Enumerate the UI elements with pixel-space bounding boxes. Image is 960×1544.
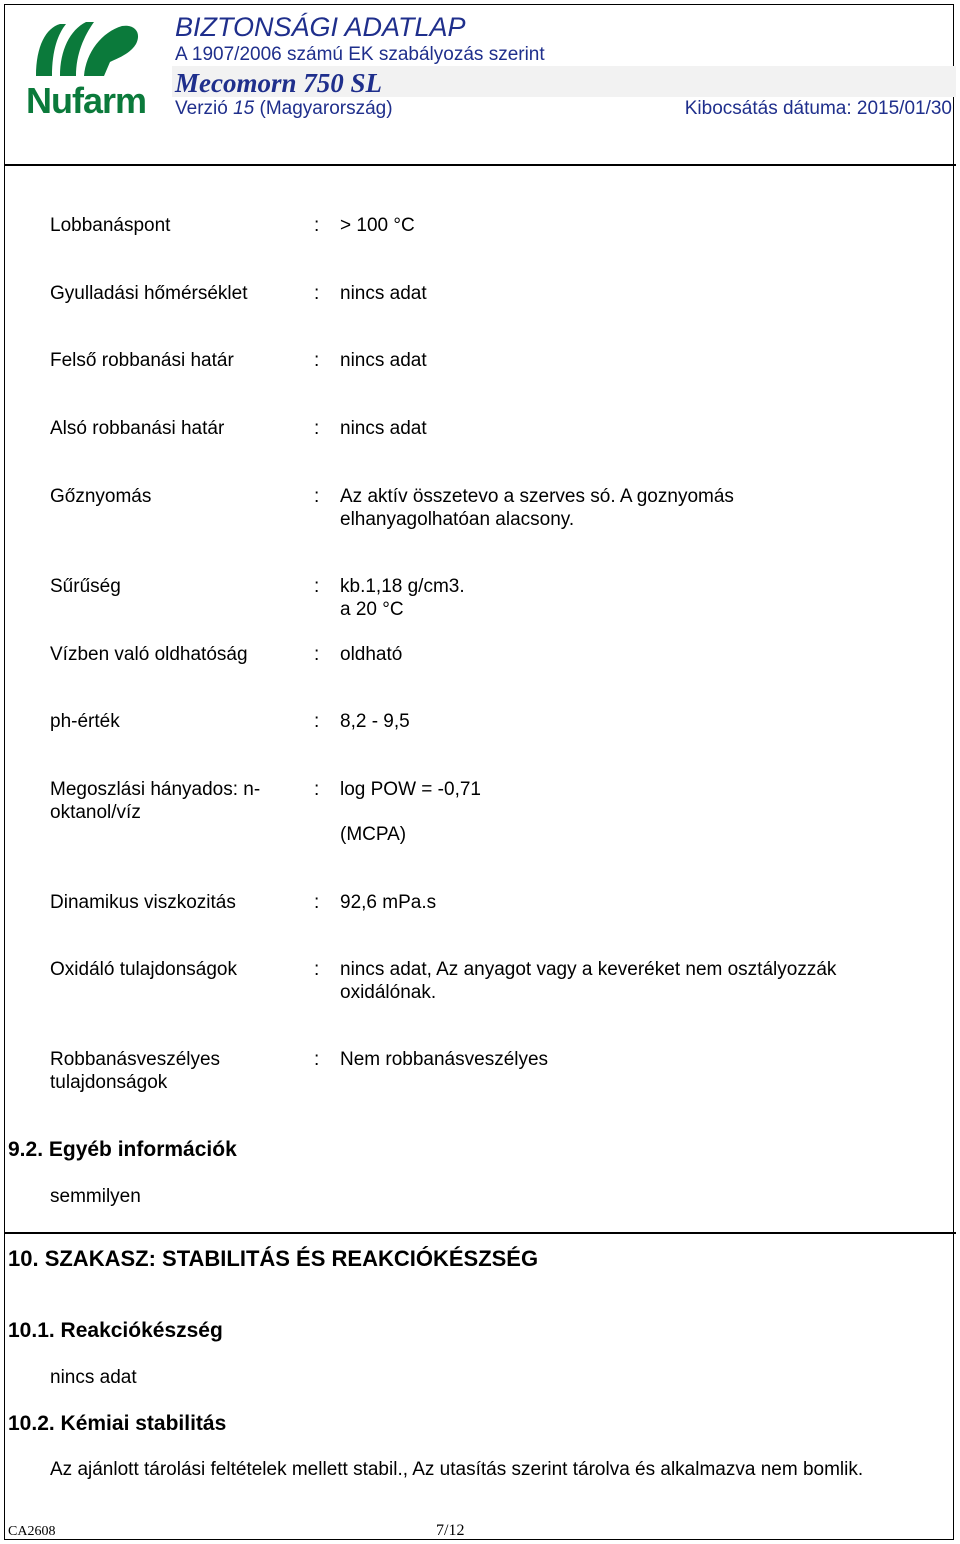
property-label-line: Robbanásveszélyes (50, 1049, 221, 1070)
property-value-line: Az aktív összetevo a szerves só. A goznyomás (340, 486, 734, 507)
property-value (340, 958, 920, 1004)
property-colon: : (314, 350, 320, 371)
property-value: > 100 °C (340, 215, 415, 236)
property-value-line: oxidálónak. (340, 982, 437, 1003)
page-number: 7/12 (436, 1522, 465, 1539)
property-value: 8,2 - 9,5 (340, 711, 410, 732)
regulation-line: A 1907/2006 számú EK szabályozás szerint (175, 44, 545, 65)
property-label: Lobbanáspont (50, 215, 171, 236)
property-label-line: Megoszlási hányados: n- (50, 779, 261, 800)
property-label: Gőznyomás (50, 486, 152, 507)
property-label: Vízben való oldhatóság (50, 644, 248, 665)
section-10-1-heading: 10.1. Reakciókészség (8, 1319, 223, 1342)
version-number: 15 (233, 98, 255, 119)
section-divider (4, 1232, 956, 1234)
property-label: Sűrűség (50, 576, 121, 597)
property-label (50, 778, 290, 824)
property-colon: : (314, 215, 320, 236)
property-colon: : (314, 779, 320, 800)
property-colon: : (314, 959, 320, 980)
property-colon: : (314, 418, 320, 439)
property-value-line: a 20 °C (340, 599, 404, 620)
document-title: BIZTONSÁGI ADATLAP (175, 12, 466, 42)
section-9-2-text: semmilyen (50, 1186, 141, 1207)
property-value: Nem robbanásveszélyes (340, 1049, 549, 1070)
property-label: Oxidáló tulajdonságok (50, 959, 237, 980)
section-10-heading: 10. SZAKASZ: STABILITÁS ÉS REAKCIÓKÉSZSÉG (8, 1246, 539, 1271)
property-value: oldható (340, 644, 403, 665)
property-value: nincs adat (340, 283, 427, 304)
property-value (340, 575, 920, 621)
property-colon: : (314, 644, 320, 665)
property-colon: : (314, 283, 320, 304)
property-label: ph-érték (50, 711, 120, 732)
property-colon: : (314, 576, 320, 597)
header-divider (4, 164, 956, 166)
section-10-2-text: Az ajánlott tárolási feltételek mellett stabil., Az utasítás szerint tárolva és alkalmazva nem bomlik. (50, 1459, 864, 1480)
property-value (340, 778, 920, 846)
property-value (340, 485, 920, 531)
property-value: nincs adat (340, 350, 427, 371)
logo-wordmark: Nufarm (26, 80, 147, 121)
section-10-2-heading: 10.2. Kémiai stabilitás (8, 1412, 227, 1435)
property-label: Dinamikus viszkozitás (50, 892, 236, 913)
property-value-line: log POW = -0,71 (340, 779, 481, 800)
version-prefix: Verzió (175, 98, 228, 119)
property-label-line: tulajdonságok (50, 1072, 168, 1093)
section-10-1-text: nincs adat (50, 1367, 137, 1388)
property-label (50, 1048, 290, 1094)
issue-date: Kibocsátás dátuma: 2015/01/30 (684, 98, 952, 119)
property-value-line: elhanyagolhatóan alacsony. (340, 509, 575, 530)
property-value-line: nincs adat, Az anyagot vagy a keveréket nem osztályozzák (340, 959, 837, 980)
property-colon: : (314, 892, 320, 913)
property-colon: : (314, 711, 320, 732)
property-label: Alsó robbanási határ (50, 418, 225, 439)
property-value-line: kb.1,18 g/cm3. (340, 576, 465, 597)
property-value-line: (MCPA) (340, 824, 407, 845)
property-label: Gyulladási hőmérséklet (50, 283, 248, 304)
product-name: Mecomorn 750 SL (175, 68, 383, 98)
version-line (175, 98, 393, 120)
property-value: nincs adat (340, 418, 427, 439)
property-label: Felső robbanási határ (50, 350, 234, 371)
property-colon: : (314, 1049, 320, 1070)
version-country: (Magyarország) (259, 98, 393, 119)
property-colon: : (314, 486, 320, 507)
property-value: 92,6 mPa.s (340, 892, 437, 913)
section-9-2-heading: 9.2. Egyéb információk (8, 1138, 237, 1161)
document-code: CA2608 (8, 1524, 56, 1539)
property-label-line: oktanol/víz (50, 802, 141, 823)
